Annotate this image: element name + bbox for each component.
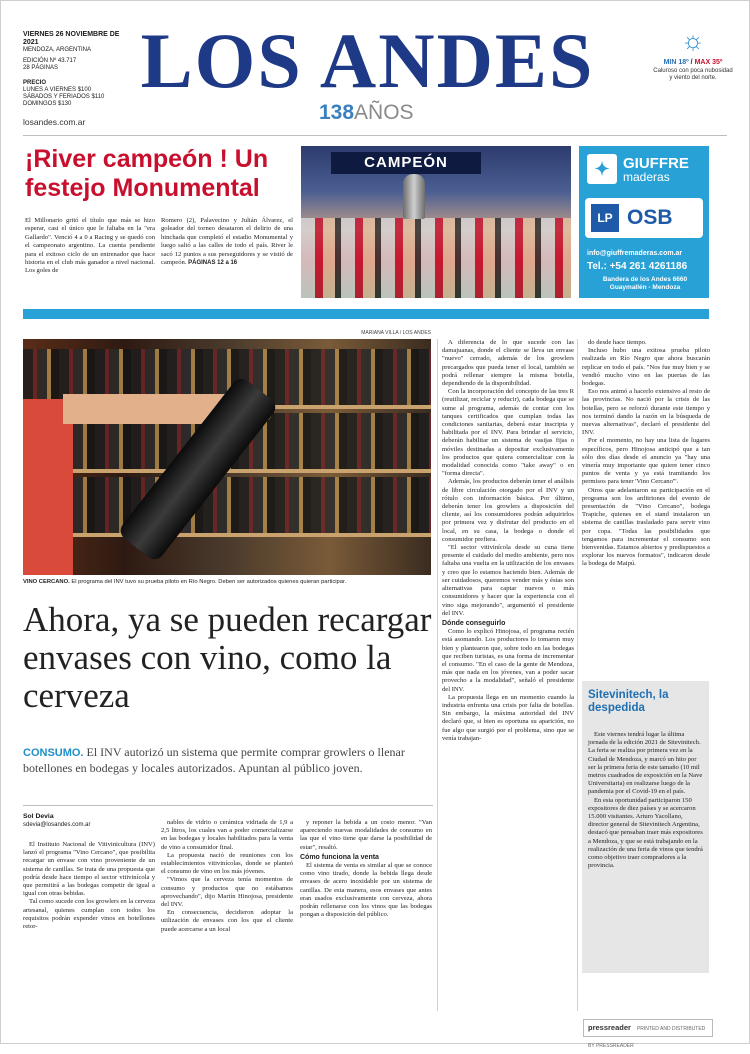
subheading: Cómo funciona la venta [300,853,379,861]
river-body-col1: El Millonario gritó el título que más se hizo esperar, casi el único que le faltaba en la "era Gallardo". Venció 4 a 0 a Racing y se quedó con el campeonato argentino. La cuenta pendiente para el exitoso ciclo de un entrenador que hace historia en el club más ganador a nivel nacional. Los goles de [25,217,155,275]
photo-crowd [301,218,571,298]
paragraph: A diferencia de lo que sucede con las damajuanas, donde el cliente se lleva un envase "nuevo" cerrado, además de los growlers precargados que pueda tener el local, también se podrá rellenar siempre la misma botella, dependiendo de la disponibilidad. [442,339,574,388]
issue-date: VIERNES 26 NOVIEMBRE DE 2021 [23,31,120,46]
photo-sleeve [23,399,73,575]
website-link[interactable]: losandes.com.ar [23,117,86,127]
river-body-text: Romero (2), Palavecino y Julián Álvarez, el goleador del torneo desataron el delirio de una hinchada que completó el estadio Monumental y luego saltó a las calles de todo el país. River le sacó 12 puntos a sus perseguidores y se vistió de campeón. [161,217,293,267]
article-deck [23,745,433,776]
paragraph: "El sector vitivinícola desde su cuna tiene presente el cuidado del medio ambiente, pero nos faltaba una vuelta en la utilización de los envases y creo que lo estamos haciendo bien. Además de ser cuidadosos, queremos vender más y éstas son alternativas para captar nuevos o más consumidores y hacer que la experiencia con el vino siga mejorando", argumentó el presidente del INV. [442,544,574,617]
author-email[interactable]: sdevia@losandes.com.ar [23,822,91,828]
ad-brand-sub: maderas [623,170,670,184]
photo-caption [23,579,433,586]
price-line: SÁBADOS Y FERIADOS $110 [23,94,105,100]
article-column-1 [23,841,155,1011]
paragraph: Además, los productos deberán tener el análisis de libre circulación otorgado por el INV y un rótulo con información básica. Por último, deberán tener los growlers a disposición del cliente, así los consumidores podrán adquirirlos por primera vez y disfrutar del producto en el local, en su casa, la bodega o donde el consumidor prefiera. [442,478,574,543]
pressreader-brand: pressreader [588,1023,631,1032]
temp-max: MAX 35º [694,59,723,66]
lp-logo-icon: LP [591,204,619,232]
box-body [588,731,703,870]
photo-bottle-row [23,477,431,533]
paragraph: En esta oportunidad participaron 150 expositores de diez países y se acercaron 15.000 visitantes. Arturo Yacollano, director general de Sitevinitech Argentina, destacó que pensaban traer más expositores a Mendoza, y que se está trabajando en la realización de una feria de vinos que tendrá como objetivo traer compradores a la provincia. [588,796,703,870]
ad-email: info@giuffremaderas.com.ar [587,250,683,257]
paragraph: Por el momento, no hay una lista de lugares específicos, pero Hinojosa anticipó que a tan sólo dos días desde el anuncio ya "hay una vinería muy importante que quiere tener cinco puntos de venta y ya está tramitando los permisos para tener 'Vino Cercano'". [582,437,710,486]
article-column-5 [582,339,710,679]
weather-description: Caluroso con poca nubosidad y viento del norte. [653,68,733,81]
weather-temps: MIN 18º / MAX 35º [663,59,723,66]
paragraph: Como lo explicó Hinojosa, el programa recién está asomando. Los productores lo tomaron muy bien y plantearon que, sobre todo en las bodegas que reciben turistas, es una forma de incrementar el consumo. "En el caso de la gente de Mendoza, más que nada en los jóvenes, van a poder sacar provecho a la modalidad", señaló el presidente del INV. [442,628,574,693]
weather-widget [653,27,733,82]
paragraph: Tal como sucede con los growlers en la cerveza artesanal, quienes cumplan con todos los requisitos podrán expender vinos en botellones retor- [23,898,155,931]
column-divider [437,339,438,1011]
author-name: Sol Devia [23,813,54,820]
paragraph: En consecuencia, decidieron adoptar la utilización de envases con los que el cliente puede acercarse a un local [161,909,293,933]
box-title[interactable]: Sitevinitech, la despedida [588,689,669,714]
photo-shelf [23,533,431,537]
river-headline[interactable]: ¡River campeón ! Un festejo Monumental [25,145,269,202]
ad-address: Bandera de los Andes 6660 Guaymallén - Mendoza [602,276,688,291]
masthead-info [23,31,123,127]
paragraph: El Instituto Nacional de Vitivinicultura (INV) lanzó el programa "Vino Cercano", que posibilita recargar un envase con vino proveniente de un sistema de canillas. Se trata de una propuesta que podría desde hace tiempo el sector vitivinícola y que permitirá a las bodegas competir de igual a igual con otras bebidas. [23,841,155,898]
main-headline[interactable]: Ahora, ya se pueden recargar envases con vino, como la cerveza [23,600,432,715]
issue-pages: 28 PÁGINAS [23,65,59,71]
issue-edition: EDICIÓN Nº 43.717 [23,58,77,64]
anniversary-word: AÑOS [354,101,414,124]
deck-kicker: CONSUMO. [23,747,84,759]
caption-text: El programa del INV tuvo su prueba piloto en Río Negro. Deben ser autorizados quienes quieran participar. [71,579,347,585]
paragraph: Eso nos animó a hacerlo extensivo al resto de las provincias. No nació por la crisis de las botellas, pero se reforzó durante este tiempo y nos terminó dando la razón en la búsqueda de nuevas alternativas", declaró el presidente del INV. [582,388,710,437]
wine-shelf-photo [23,339,431,575]
giuffre-advertisement[interactable] [579,146,709,298]
deck-text: El INV autorizó un sistema que permite comprar growlers o llenar botellones en bodegas y locales autorizados. Apuntan al público joven. [23,745,405,775]
pressreader-note: PRINTED AND DISTRIBUTED BY PRESSREADER [588,1026,706,1049]
paragraph: Este viernes tendrá lugar la última jornada de la edición 2021 de Sitevinitech. La feria se realiza por primera vez en la Ciudad de Mendoza, y marcó un hito por ser la primera feria de este tamaño (10 mil metros cuadrados de exposición en la Nave Universitaria) en realizarse luego de la pandemia por el Covid-19 en el país. [588,731,703,796]
giuffre-logo-icon: ✦ [587,154,617,184]
paragraph: Otros que adelantaron su participación en el programa son los anfitriones del evento de presentación de "Vino Cercano", bodega Trapiche, quienes en el stand instalaron un sistema de canillas trasladado para servir vino por copa. "Todas las posibilidades que tengamos para incrementar el consumo son bienvenidas. Estamos abiertos y predispuestos a explorar los nuevos formatos", indicaron desde la bodega de Maipú. [582,486,710,568]
river-celebration-photo [301,146,571,298]
paragraph: do desde hace tiempo. [588,339,647,346]
price-line: LUNES A VIERNES $100 [23,87,92,93]
river-body-col2 [161,217,293,267]
price-line: DOMINGOS $130 [23,101,72,107]
newspaper-logo: LOS ANDES [140,17,595,104]
byline [23,813,153,829]
paragraph: nables de vidrio o cerámica vidriada de 1,9 a 2,5 litros, los cuales van a poder comercializarse en las bodegas y locales habilitados para la venta de vino a consumidor final. [161,819,293,851]
pressreader-logo[interactable] [583,1019,713,1049]
article-column-4 [442,339,574,1011]
trophy-icon [403,174,425,219]
caption-kicker: VINO CERCANO. [23,579,70,585]
paragraph: y reponer la bebida a un costo menor. "Van apareciendo nuevas modalidades de consumo en las que el vino tiene que darse la posibilidad de estar", resaltó. [300,819,432,851]
column-divider [577,339,578,1011]
byline-divider [23,805,433,806]
sitevinitech-box [582,681,709,973]
article-column-3 [300,819,432,1011]
ad-phone: Tel.: +54 261 4261186 [587,261,688,272]
price-label: PRECIO [23,80,47,86]
paragraph: La propuesta nació de reuniones con los establecimientos vitivinícolas, donde se planteó el consumo de vino en los más jóvenes. [161,851,293,876]
paragraph: Con la incorporación del concepto de las tres R (reutilizar, reciclar y reducir), cada bodega que se sume al programa, además de contar con los tanques certificados que cumplan todas las condiciones sanitarias, deberá estar inscripta y habilitada por el INV. Para brindar el servicio, deberán habilitar un sistema de vasijas fijas o móviles destinadas a depositar exclusivamente los productos que quiera comercializar con la modalidad conocida como "take away" o en "forma directa". [442,388,574,478]
osb-logo [585,198,703,238]
paragraph: La propuesta llega en un momento cuando la industria enfrenta una crisis por falta de botellas. Sin embargo, la máxima autoridad del INV declaró que, si bien es oportuna su aparición, no fue algo que surgió por el problema, sino que se venía trabajan- [442,693,574,742]
temp-min: MIN 18º [663,59,689,66]
sun-icon: ☼ [681,25,705,55]
paragraph: "Vimos que la cerveza tenía momentos de consumo y productos que no estábamos aprovechando", dijo Martín Hinojosa, presidente del INV. [161,876,293,909]
photo-credit: MARIANA VILLA / LOS ANDES [361,330,431,336]
ad-brand: GIUFFRE [623,155,689,172]
paragraph: El sistema de venta es similar al que se conoce como vino tirado, donde la bebida llega desde envases de acero inoxidable por un sistema de canillas. De esta manera, esos envases que antes eran usados exclusivamente con cerveza, ahora podrán rellenarse con los vinos que las bodegas pongan a disposición del público. [300,862,432,919]
issue-city: MENDOZA, ARGENTINA [23,47,92,53]
paragraph: Incluso hubo una exitosa prueba piloto realizada en Río Negro que ahora buscarán replicar en todo el país. "Nos fue muy bien y se vendió mucho vino en las puertas de las bodegas. [582,347,710,388]
subheading: Dónde conseguirlo [442,619,506,627]
section-divider-bar [23,309,709,319]
photo-banner-text: CAMPEÓN [331,152,481,174]
anniversary-badge [319,101,414,125]
article-column-2 [161,819,293,1011]
osb-text: OSB [627,206,673,229]
masthead-divider [23,135,727,136]
river-pages-ref: PÁGINAS 12 a 16 [188,260,238,267]
anniversary-number: 138 [319,101,355,124]
